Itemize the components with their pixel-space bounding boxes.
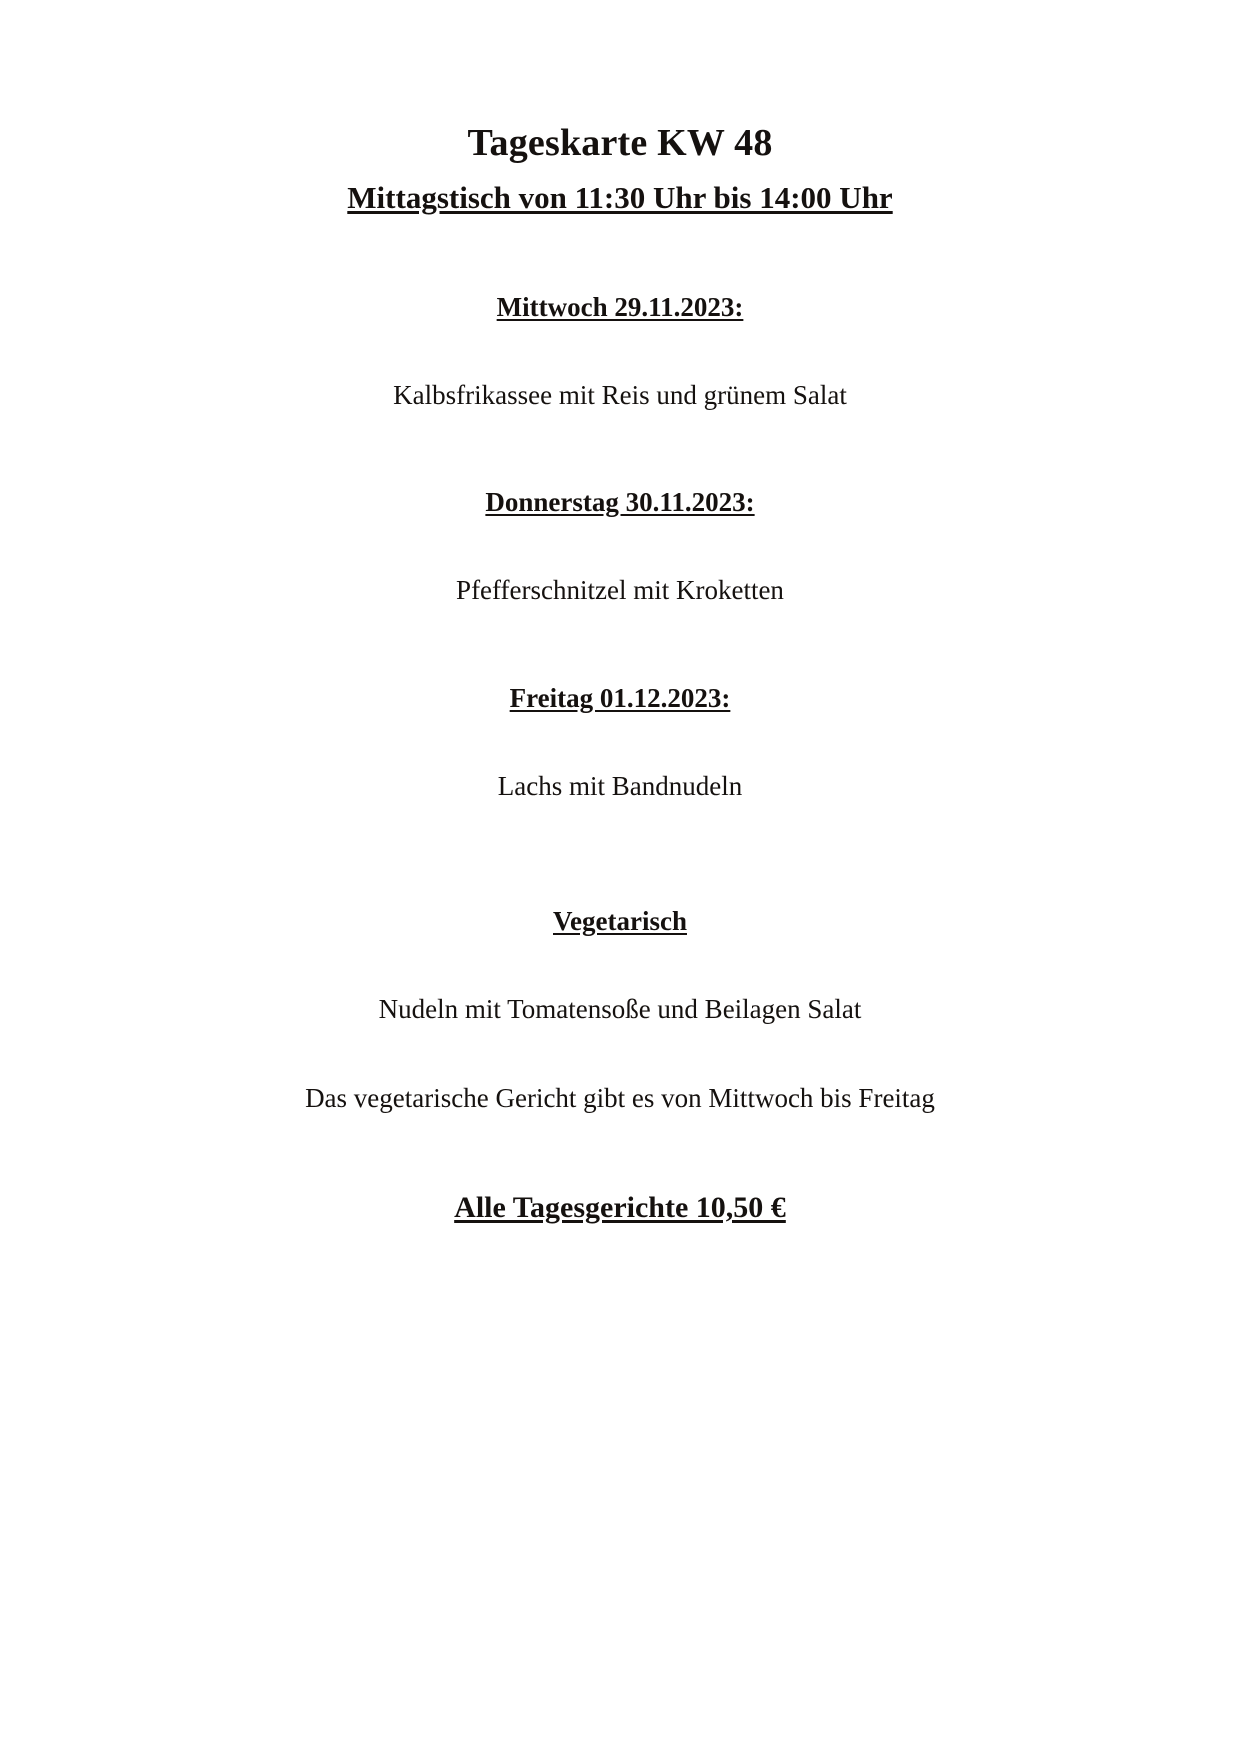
lunch-hours-subtitle: Mittagstisch von 11:30 Uhr bis 14:00 Uhr <box>347 179 893 215</box>
spacer <box>110 804 1130 904</box>
price-line: Alle Tagesgerichte 10,50 € <box>454 1191 786 1225</box>
spacer <box>110 325 1130 377</box>
spacer <box>110 1028 1130 1080</box>
day-heading-friday: Freitag 01.12.2023: <box>509 682 731 713</box>
dish-wednesday: Kalbsfrikassee mit Reis und grünem Salat <box>393 379 847 410</box>
spacer <box>110 413 1130 485</box>
dish-friday: Lachs mit Bandnudeln <box>497 770 743 801</box>
spacer <box>110 609 1130 681</box>
day-heading-wednesday: Mittwoch 29.11.2023: <box>496 291 744 322</box>
day-heading-thursday: Donnerstag 30.11.2023: <box>485 487 755 518</box>
spacer <box>110 939 1130 991</box>
dish-thursday: Pfefferschnitzel mit Kroketten <box>456 575 784 606</box>
spacer <box>110 716 1130 768</box>
vegetarian-availability-note: Das vegetarische Gericht gibt es von Mittwoch bis Freitag <box>305 1082 935 1113</box>
dish-vegetarian: Nudeln mit Tomatensoße und Beilagen Salat <box>378 994 862 1025</box>
spacer <box>110 1116 1130 1188</box>
section-heading-vegetarian: Vegetarisch <box>553 906 687 937</box>
spacer <box>110 218 1130 290</box>
spacer <box>110 520 1130 572</box>
page-title: Tageskarte KW 48 <box>467 122 773 164</box>
